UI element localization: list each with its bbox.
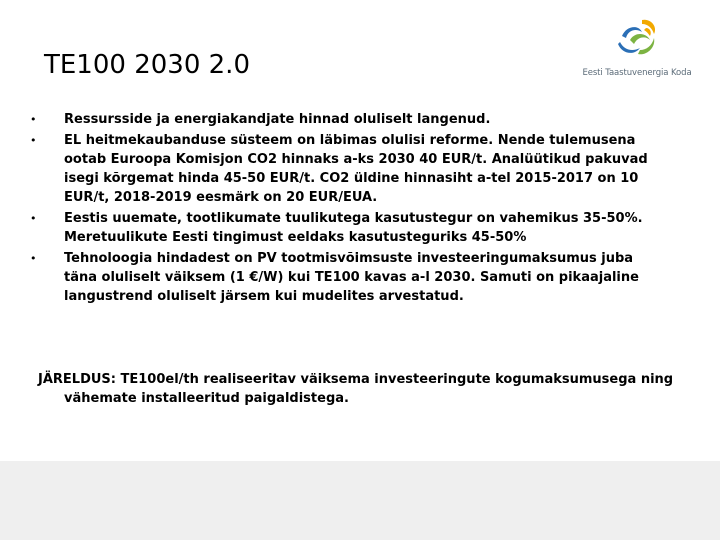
bullet-text: Ressursside ja energiakandjate hinnad oluliselt langenud. [64,112,491,127]
bullet-list [30,110,670,306]
bullet-marker: • [30,212,37,225]
bullet-item [30,209,670,247]
logo [576,14,698,86]
logo-text: Eesti Taastuvenergia Koda [582,68,692,78]
bullet-text: Eestis uuemate, tootlikumate tuulikutega kasutustegur on vahemikus 35-50%. Meretuulikute Eesti tingimust eeldaks kasutusteguriks 45-50% [64,211,643,245]
bullet-item [30,110,670,129]
bullet-item [30,131,670,207]
bullet-marker: • [30,134,37,147]
bullet-marker: • [30,252,37,265]
bullet-item [30,249,670,306]
bullet-text: EL heitmekaubanduse süsteem on läbimas olulisi reforme. Nende tulemusena ootab Euroopa Komisjon CO2 hinnaks a-ks 2030 40 EUR/t. Analüütikud pakuvad isegi kõrgemat hinda 45-50 EUR/t. CO2 üldine hinnasiht a-tel 2015-2017 on 10 EUR/t, 2018-2019 eesmärk on 20 EUR/EUA. [64,133,648,205]
bullet-text: Tehnoloogia hindadest on PV tootmisvõimsuste investeeringumaksumus juba täna oluliselt väiksem (1 €/W) kui TE100 kavas a-l 2030. Samuti on pikaajaline langustrend oluliselt järsem kui mudelites arvestatud. [64,251,639,304]
footer-band [0,461,720,540]
slide-title: TE100 2030 2.0 [44,50,250,80]
bullet-marker: • [30,113,37,126]
swirl-logo-icon [612,14,660,62]
conclusion-text: JÄRELDUS: TE100el/th realiseeritav väiksema investeeringute kogumaksumusega ning vähemate installeeritud paigaldistega. [38,372,674,406]
